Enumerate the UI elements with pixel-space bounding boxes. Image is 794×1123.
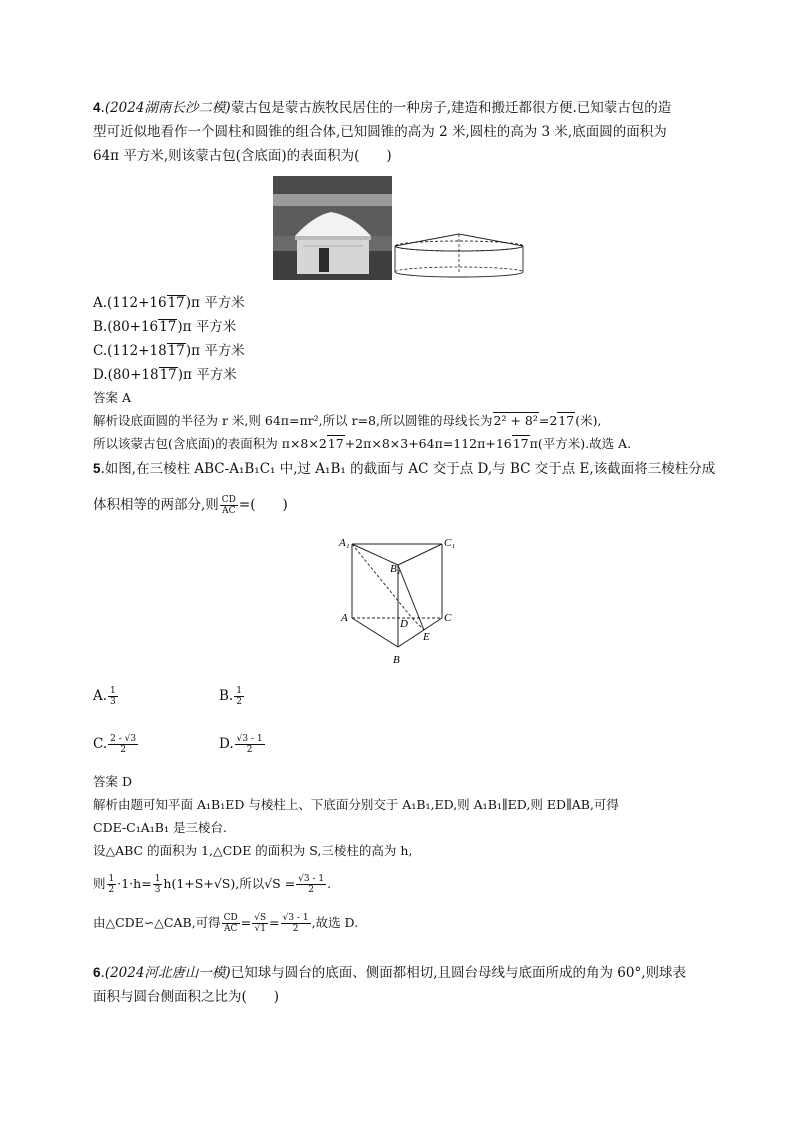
vertex-label: A₁ [339, 537, 350, 549]
option-a: A. $\frac{1}{3}$ [93, 686, 116, 707]
question-5-solution [93, 770, 713, 934]
fraction-cd-ac: $\frac{CD}{AC}$ [221, 495, 236, 516]
prism-diagram [335, 532, 465, 672]
option-c: C.(112+1817)π 平方米 [93, 343, 245, 359]
vertex-label: D [400, 618, 408, 630]
question-text: 体积相等的两部分,则 $\frac{CD}{AC}$ =( ) [93, 495, 288, 516]
vertex-label: C₁ [444, 537, 456, 549]
solution-line: 所以该蒙古包(含底面)的表面积为 π×8×217+2π×8×3+64π=112π+1617π(平方米).故选 A. [93, 436, 632, 451]
option-c: C. $\frac{2 - √3}{2}$ [93, 734, 137, 755]
question-number: 5 [93, 461, 101, 476]
vertex-label: A [341, 612, 348, 624]
question-5 [93, 457, 716, 517]
question-4: 4.(2024湖南长沙二模)蒙古包是蒙古族牧民居住的一种房子,建造和搬迁都很方便.已知蒙古包的造 型可近似地看作一个圆柱和圆锥的组合体,已知圆锥的高为 2 米,圆柱的高为 3 米,底面圆的面积为 64π 平方米,则该蒙古包(含底面)的表面积为( ) [93, 96, 713, 168]
solution-line: 则 $\frac{1}{2}$ ·1·h= $\frac{1}{3}$ h(1+S+√S),所以√S = $\frac{√3 - 1}{2}$ . [93, 874, 332, 895]
answer: 答案 D [93, 774, 132, 789]
option-a: A.(112+1617)π 平方米 [93, 295, 245, 311]
question-number: 4 [93, 100, 101, 115]
question-text: .如图,在三棱柱 ABC-A₁B₁C₁ 中,过 A₁B₁ 的截面与 AC 交于点 D,与 BC 交于点 E,该截面将三棱柱分成 [100, 461, 716, 477]
option-d: D.(80+1817)π 平方米 [93, 367, 237, 383]
yurt-photo [273, 176, 392, 280]
question-text: 面积与圆台侧面积之比为( ) [93, 989, 280, 1005]
option-b: B. $\frac{1}{2}$ [219, 686, 242, 707]
question-text: 蒙古包是蒙古族牧民居住的一种房子,建造和搬迁都很方便.已知蒙古包的造 [230, 100, 672, 116]
solution-line: 由△CDE∽△CAB,可得 $\frac{CD}{AC}$ = $\frac{√S}{√1}$ = $\frac{√3 - 1}{2}$ ,故选 D. [93, 913, 359, 934]
vertex-label: E [423, 631, 430, 643]
question-text: 64π 平方米,则该蒙古包(含底面)的表面积为( ) [93, 148, 392, 164]
answer: 答案 A [93, 390, 132, 405]
question-source: (2024湖南长沙二模) [104, 100, 231, 116]
question-4-solution [93, 386, 713, 455]
yurt-diagram [392, 232, 528, 282]
option-d: D. $\frac{√3 - 1}{2}$ [219, 734, 263, 755]
question-text: 已知球与圆台的底面、侧面都相切,且圆台母线与底面所成的角为 60°,则球表 [230, 965, 687, 981]
question-number: 6 [93, 965, 101, 980]
solution-line: 设△ABC 的面积为 1,△CDE 的面积为 S,三棱柱的高为 h, [93, 843, 413, 858]
question-source: (2024河北唐山一模) [104, 965, 231, 981]
solution-line: 解析设底面圆的半径为 r 米,则 64π=πr²,所以 r=8,所以圆锥的母线长为2² + 8²=217(米), [93, 413, 602, 428]
vertex-label: B₁ [390, 563, 401, 575]
question-4-options [93, 291, 713, 387]
question-6: 6.(2024河北唐山一模)已知球与圆台的底面、侧面都相切,且圆台母线与底面所成的角为 60°,则球表 面积与圆台侧面积之比为( ) [93, 961, 713, 1009]
solution-line: 解析由题可知平面 A₁B₁ED 与棱柱上、下底面分别交于 A₁B₁,ED,则 A₁B₁∥ED,则 ED∥AB,可得 [93, 797, 619, 812]
vertex-label: C [444, 612, 452, 624]
solution-line: CDE-C₁A₁B₁ 是三棱台. [93, 820, 227, 835]
question-text: 型可近似地看作一个圆柱和圆锥的组合体,已知圆锥的高为 2 米,圆柱的高为 3 米,底面圆的面积为 [93, 124, 667, 140]
option-b: B.(80+1617)π 平方米 [93, 319, 237, 335]
vertex-label: B [393, 654, 400, 666]
